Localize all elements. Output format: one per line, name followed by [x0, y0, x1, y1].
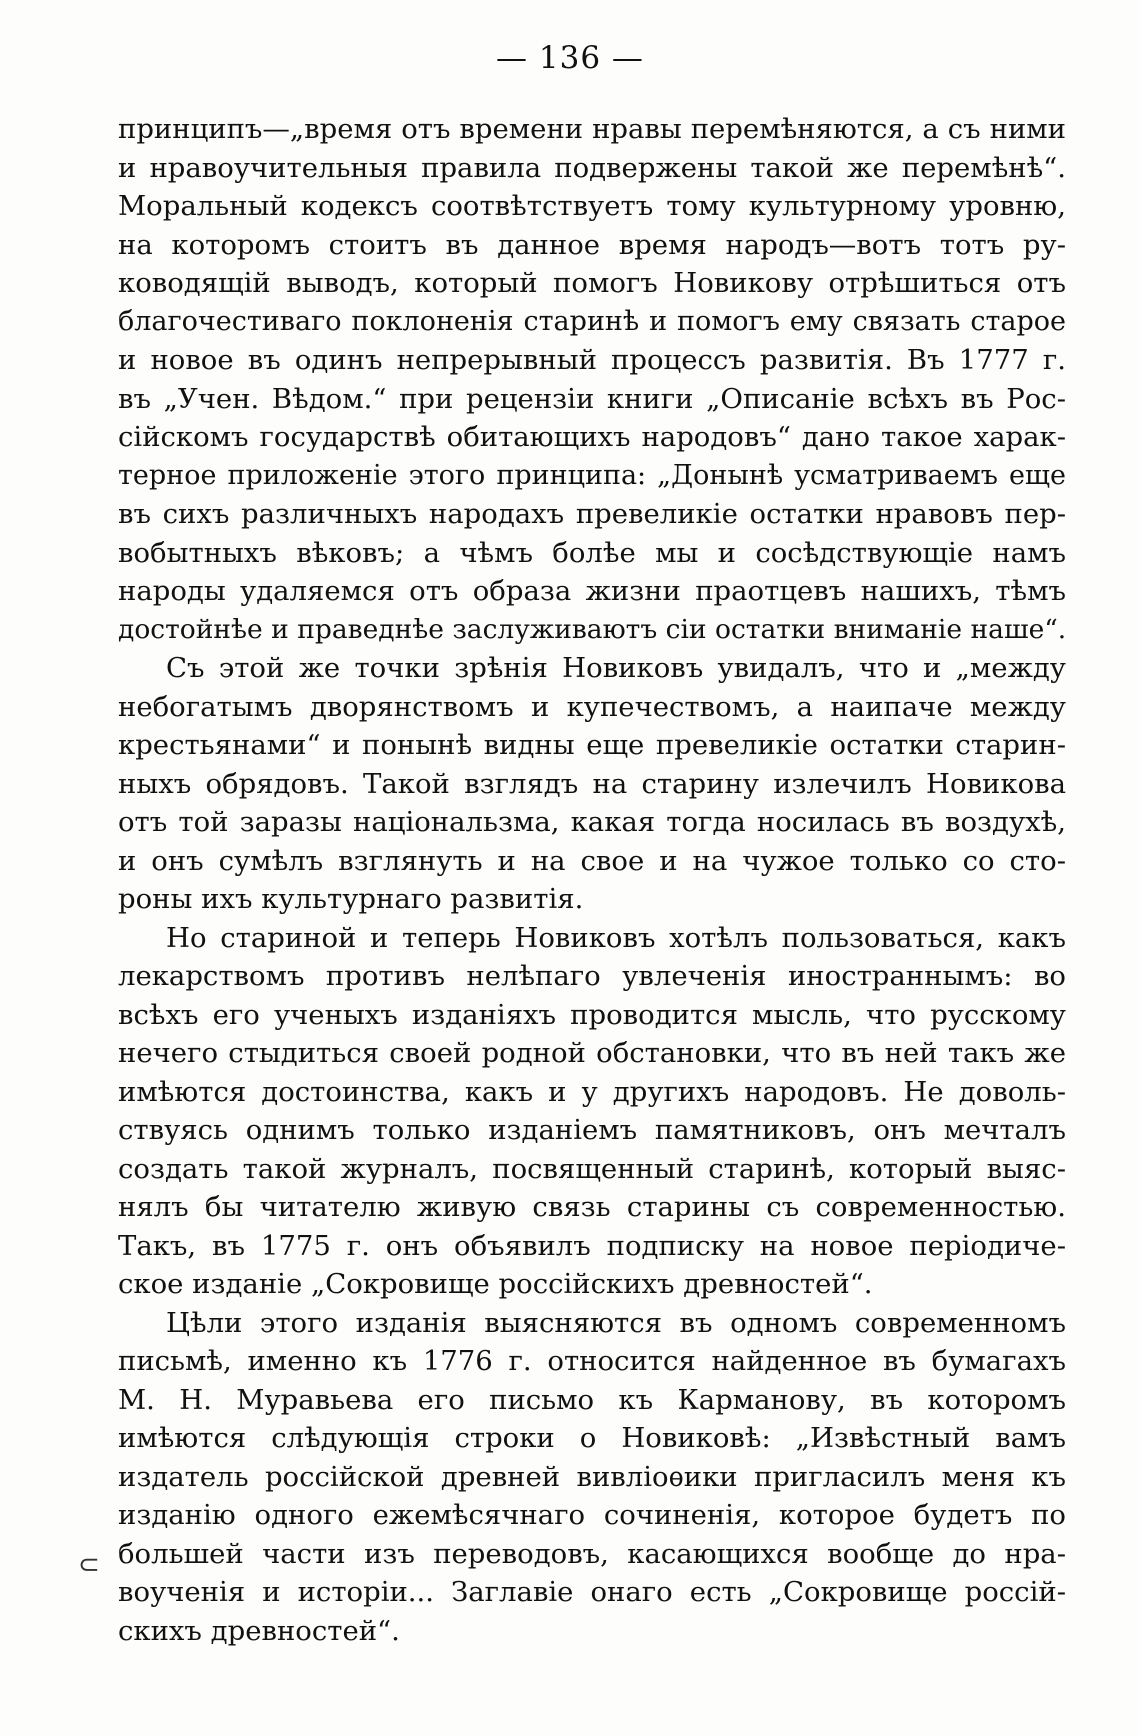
text-line: лекарствомъ противъ нелѣпаго увлеченія иностраннымъ: во	[118, 960, 1066, 992]
text-line: изданію одного ежемѣсячнаго сочиненія, которое будетъ по	[118, 1499, 1066, 1531]
text-line: благочестиваго поклоненія старинѣ и помогъ ему связать старое	[118, 305, 1066, 337]
text-line: Но стариной и теперь Новиковъ хотѣлъ пользоваться, какъ	[166, 921, 1066, 954]
paragraph-4	[118, 1304, 1066, 1651]
text-line: нялъ бы читателю живую связь старины съ современностью.	[118, 1191, 1066, 1223]
text-line: и новое въ одинъ непрерывный процессъ развитія. Въ 1777 г.	[118, 344, 1066, 376]
text-line: и нравоучительныя правила подвержены такой же перемѣнѣ“.	[118, 151, 1066, 184]
text-line: въ „Учен. Вѣдом.“ при рецензіи книги „Описаніе всѣхъ въ Рос-	[118, 382, 1066, 415]
text-line: письмѣ, именно къ 1776 г. относится найденное въ бумагахъ	[118, 1345, 1066, 1377]
text-line: отъ той заразы національзма, какая тогда носилась въ воздухѣ,	[118, 806, 1066, 838]
text-line: Съ этой же точки зрѣнія Новиковъ увидалъ, что и „между	[166, 652, 1066, 684]
text-line: М. Н. Муравьева его письмо къ Карманову, въ которомъ	[118, 1383, 1066, 1416]
text-line: Такъ, въ 1775 г. онъ объявилъ подписку на новое періодиче-	[118, 1229, 1066, 1262]
text-line: ское изданіе „Сокровище россійскихъ древностей“.	[118, 1268, 873, 1300]
text-line: роны ихъ культурнаго развитія.	[118, 883, 584, 915]
text-line: Моральный кодексъ соотвѣтствуетъ тому культурному уровню,	[118, 190, 1066, 222]
text-line: ководящій выводъ, который помогъ Новикову отрѣшиться отъ	[118, 267, 1066, 299]
text-line: скихъ древностей“.	[118, 1614, 400, 1647]
margin-mark-icon: ⊂	[78, 1550, 100, 1580]
text-line: сійскомъ государствѣ обитающихъ народовъ“ дано такое харак-	[118, 421, 1066, 453]
text-line: большей части изъ переводовъ, касающихся вообще до нра-	[118, 1537, 1066, 1570]
paragraph-3	[118, 919, 1066, 1304]
text-line: Цѣли этого изданія выясняются въ одномъ современномъ	[166, 1306, 1066, 1339]
text-line: и онъ сумѣлъ взглянуть и на свое и на чужое только со сто-	[118, 844, 1066, 877]
text-line: терное приложеніе этого принципа: „Донынѣ усматриваемъ еще	[118, 459, 1066, 491]
text-line: ныхъ обрядовъ. Такой взглядъ на старину излечилъ Новикова	[118, 767, 1066, 800]
paragraph-1	[118, 110, 1066, 649]
text-line: въ сихъ различныхъ народахъ превеликіе остатки нравовъ пер-	[118, 498, 1066, 530]
text-line: вобытныхъ вѣковъ; а чѣмъ болѣе мы и сосѣдствующіе намъ	[118, 536, 1066, 569]
text-line: издатель россійской древней вивліоѳики пригласилъ меня къ	[118, 1460, 1066, 1493]
text-line: всѣхъ его ученыхъ изданіяхъ проводится мысль, что русскому	[118, 998, 1066, 1031]
text-line: воученія и исторіи... Заглавіе онаго есть „Сокровище россій-	[118, 1576, 1066, 1608]
text-line: на которомъ стоитъ въ данное время народъ—вотъ тотъ ру-	[118, 228, 1066, 261]
text-line: ствуясь однимъ только изданіемъ памятниковъ, онъ мечталъ	[118, 1114, 1066, 1146]
text-line: принципъ—„время отъ времени нравы перемѣняются, а съ ними	[118, 113, 1066, 145]
text-line: достойнѣе и праведнѣе заслуживаютъ сіи остатки вниманіе наше“.	[118, 613, 1067, 645]
text-line: нечего стыдиться своей родной обстановки, что въ ней такъ же	[118, 1037, 1066, 1069]
text-line: крестьянами“ и понынѣ видны еще превеликіе остатки старин-	[118, 729, 1066, 761]
text-line: создать такой журналъ, посвященный старинѣ, который выяс-	[118, 1152, 1066, 1185]
text-line: народы удаляемся отъ образа жизни праотцевъ нашихъ, тѣмъ	[118, 575, 1066, 607]
page-number: — 136 —	[496, 40, 644, 76]
body-text	[118, 110, 1066, 1650]
text-line: небогатымъ дворянствомъ и купечествомъ, а наипаче между	[118, 690, 1066, 723]
text-line: имѣются слѣдующія строки о Новиковѣ: „Извѣстный вамъ	[118, 1422, 1066, 1454]
paragraph-2	[118, 649, 1066, 919]
text-line: имѣются достоинства, какъ и у другихъ народовъ. Не доволь-	[118, 1075, 1066, 1108]
